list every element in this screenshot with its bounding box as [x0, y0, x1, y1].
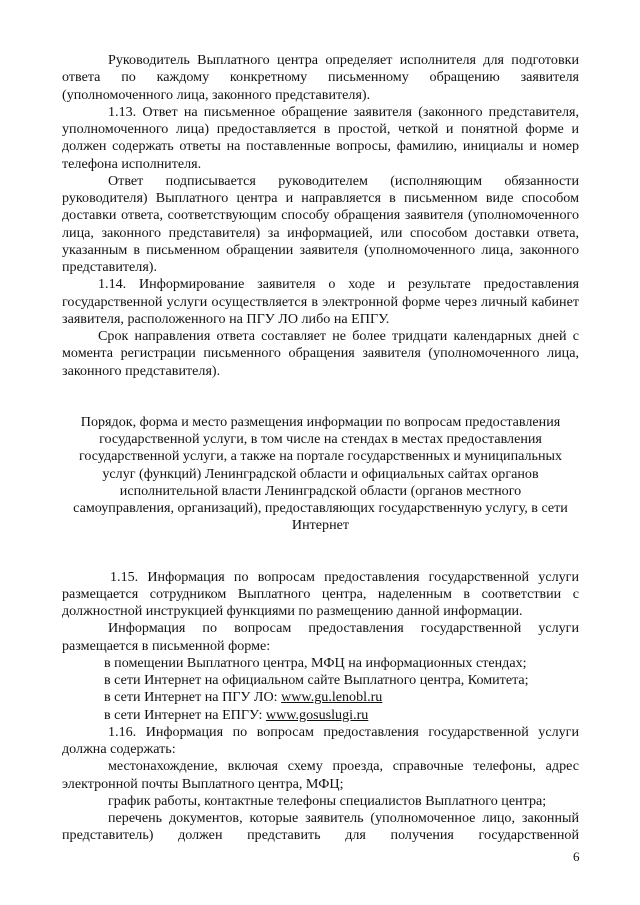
paragraph-1-16: 1.16. Информация по вопросам предоставления государственной услуги должна содержать:	[62, 723, 579, 757]
epgu-link[interactable]: www.gosuslugi.ru	[265, 706, 369, 723]
content-item-location: местонахождение, включая схему проезда, справочные телефоны, адрес электронной почты Выплатного центра, МФЦ;	[62, 758, 579, 792]
content-item-schedule: график работы, контактные телефоны специалистов Выплатного центра;	[108, 792, 547, 809]
pgu-link[interactable]: www.gu.lenobl.ru	[281, 689, 383, 706]
list-item: в помещении Выплатного центра, МФЦ на информационных стендах;	[104, 654, 527, 671]
paragraph-written-form: Информация по вопросам предоставления государственной услуги размещается в письменной форме:	[62, 620, 579, 654]
paragraph-1-13: 1.13. Ответ на письменное обращение заявителя (законного представителя, уполномоченного лица) предоставляется в простой, четкой и понятной форме и должен содержать ответы на поставленные вопросы, фамилию, инициалы и номер телефона исполнителя.	[62, 103, 579, 172]
list-item-pgu	[62, 689, 579, 706]
paragraph-signature: Ответ подписывается руководителем (исполняющим обязанности руководителя) Выплатного центра и направляется в письменном виде способом доставки ответа, соответствующим способу обращения заявителя (уполномоченного лица, законного представителя) за информацией, или способом доставки ответа, указанным в письменном обращении заявителя (уполномоченного лица, законного представителя).	[62, 172, 579, 275]
paragraph-deadline: Срок направления ответа составляет не более тридцати календарных дней с момента регистрации письменного обращения заявителя (уполномоченного лица, законного представителя).	[62, 328, 579, 379]
spacer	[62, 535, 579, 569]
paragraph-executor: Руководитель Выплатного центра определяет исполнителя для подготовки ответа по каждому конкретному письменному обращению заявителя (уполномоченного лица, законного представителя).	[62, 52, 579, 103]
section-heading: Порядок, форма и место размещения информации по вопросам предоставления государственной услуги, в том числе на стендах в местах предоставления государственной услуги, а также на портале государственных и муниципальных услуг (функций) Ленинградской области и официальных сайтах органов исполнительной власти Ленинградской области (органов местного самоуправления, организаций), предоставляющих государственную услугу, в сети Интернет	[73, 413, 568, 534]
list-item: в сети Интернет на официальном сайте Выплатного центра, Комитета;	[104, 672, 529, 688]
spacer	[62, 380, 579, 414]
paragraph-1-15: 1.15. Информация по вопросам предоставления государственной услуги размещается сотрудником Выплатного центра, наделенным в соответствии с должностной инструкцией функциями по размещению данной информации.	[62, 568, 579, 619]
list-item-label: в сети Интернет на ПГУ ЛО:	[104, 689, 282, 706]
paragraph-1-14: 1.14. Информирование заявителя о ходе и результате предоставления государственной услуги осуществляется в электронной форме через личный кабинет заявителя, расположенного на ПГУ ЛО либо на ЕПГУ.	[62, 276, 579, 327]
list-item-label: в сети Интернет на ЕПГУ:	[104, 706, 266, 723]
content-item-documents: перечень документов, которые заявитель (уполномоченное лицо, законный представитель) должен представить для получения государственной	[62, 810, 579, 844]
list-item-epgu	[62, 707, 579, 724]
page-number: 6	[573, 849, 580, 864]
document-page	[62, 52, 579, 845]
